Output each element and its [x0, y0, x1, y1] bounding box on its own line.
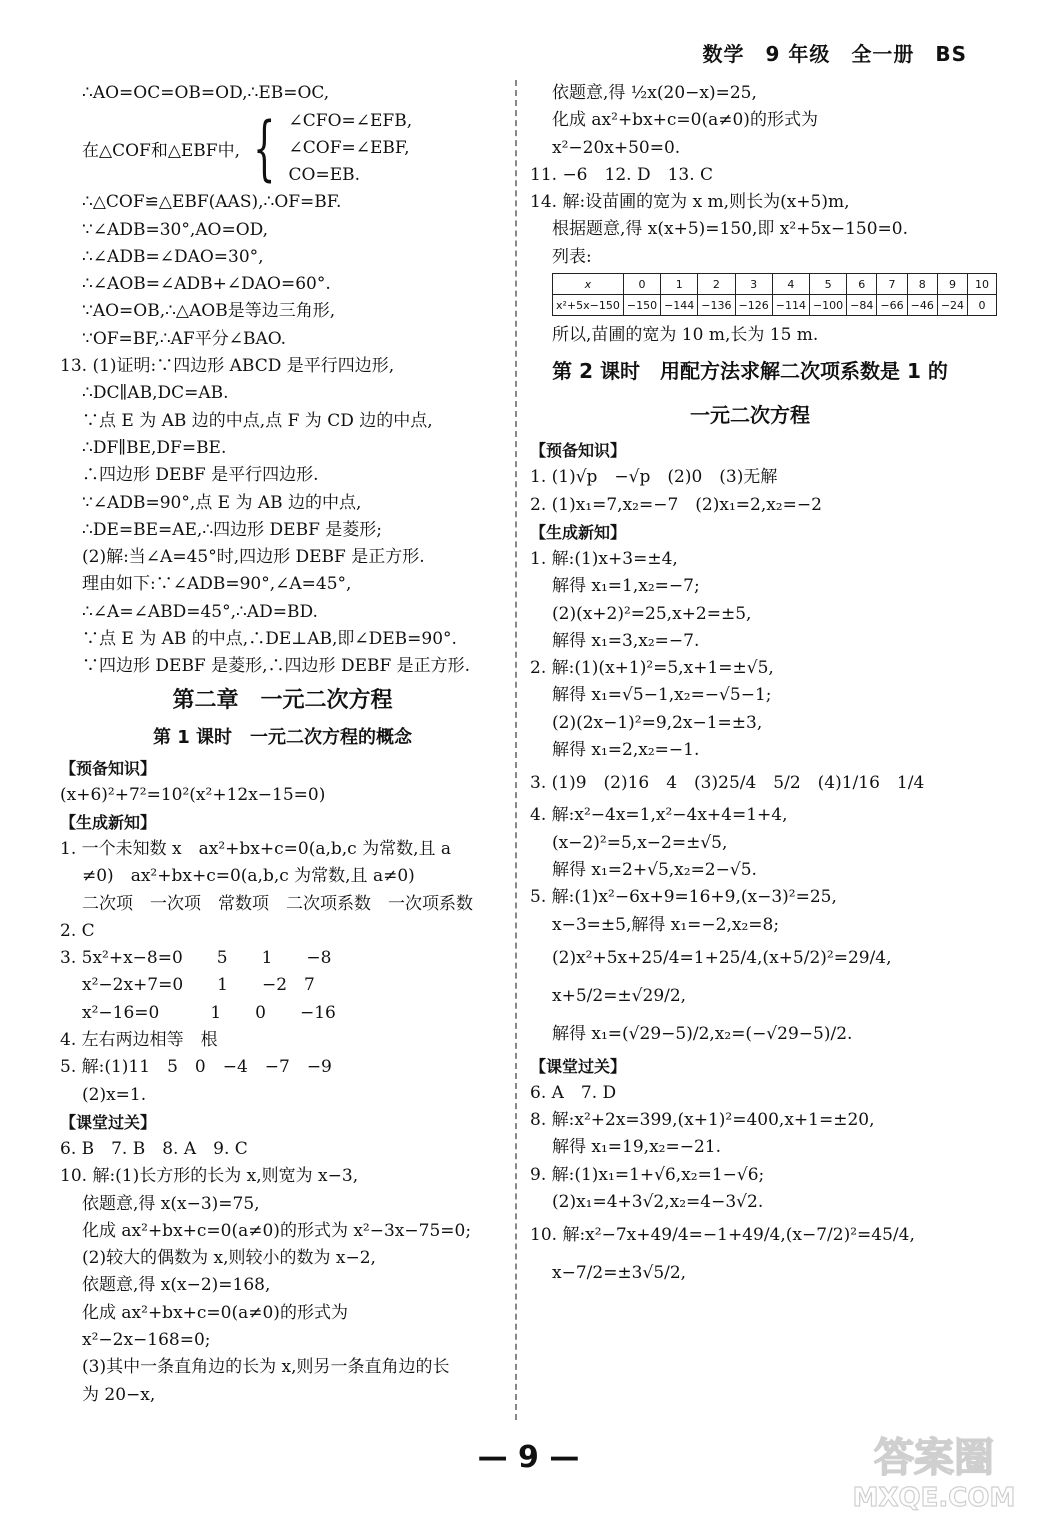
answer-line: 解得 x₁=2+√5,x₂=2−√5.	[552, 859, 757, 880]
section-heading-class: 【课堂过关】	[60, 1112, 157, 1132]
answer-line: 9. 解:(1)x₁=1+√6,x₂=1−√6;	[530, 1164, 765, 1185]
table-cell: −150	[623, 295, 660, 316]
answer-line: 10. 解:x²−7x+49/4=−1+49/4,(x−7/2)²=45/4,	[530, 1225, 915, 1246]
answer-line: 2. (1)x₁=7,x₂=−7 (2)x₁=2,x₂=−2	[530, 494, 822, 515]
answer-line: 3. (1)9 (2)16 4 (3)25/4 5/2 (4)1/16 1/4	[530, 773, 925, 794]
table-cell: 8	[907, 274, 937, 295]
table-cell: −24	[937, 295, 967, 316]
brace-line: ∠CFO=∠EFB,	[288, 110, 413, 131]
answer-line: 5. 解:(1)11 5 0 −4 −7 −9	[60, 1057, 332, 1078]
answer-line: x²−2x+7=0 1 −2 7	[82, 975, 315, 996]
answer-line: 解得 x₁=3,x₂=−7.	[552, 630, 700, 651]
answer-line: 8. 解:x²+2x=399,(x+1)²=400,x+1=±20,	[530, 1110, 875, 1131]
answer-line: (3)其中一条直角边的长为 x,则另一条直角边的长	[82, 1357, 450, 1378]
answer-line: 理由如下:∵∠ADB=90°,∠A=45°,	[82, 574, 352, 595]
answer-line: ∵∠ADB=90°,点 E 为 AB 边的中点,	[82, 492, 362, 513]
table-cell: 7	[877, 274, 907, 295]
answer-line: ∵AO=OB,∴△AOB是等边三角形,	[82, 301, 336, 322]
congruence-brace-block	[60, 107, 505, 189]
question-13-head: 13. (1)证明:∵四边形 ABCD 是平行四边形,	[60, 356, 395, 377]
answer-line: 化成 ax²+bx+c=0(a≠0)的形式为	[552, 110, 818, 131]
table-cell: 4	[772, 274, 809, 295]
answer-line: ∵四边形 DEBF 是菱形,∴四边形 DEBF 是正方形.	[82, 656, 471, 677]
answer-line: 1. (1)√p −√p (2)0 (3)无解	[530, 467, 778, 488]
watermark-logo	[842, 1426, 1027, 1516]
answer-line: 二次项 一次项 常数项 二次项系数 一次项系数	[82, 893, 473, 914]
section-heading-prep: 【预备知识】	[530, 441, 627, 461]
page-header: 数学 9 年级 全一册 BS	[702, 42, 967, 66]
answer-line: x+5/2=±√29/2,	[552, 985, 687, 1006]
table-cell: −66	[877, 295, 907, 316]
lesson-title-cont: 一元二次方程	[690, 403, 810, 428]
answer-line: 依题意,得 x(x−2)=168,	[82, 1275, 271, 1296]
answer-line: 化成 ax²+bx+c=0(a≠0)的形式为	[82, 1302, 348, 1323]
answer-line: ∴四边形 DEBF 是平行四边形.	[82, 465, 319, 486]
table-cell: 9	[937, 274, 967, 295]
answer-line: x²−16=0 1 0 −16	[82, 1002, 336, 1023]
answer-line: ∴DF∥BE,DF=BE.	[82, 437, 227, 458]
answer-line: 依题意,得 x(x−3)=75,	[82, 1193, 260, 1214]
table-cell: x²+5x−150	[553, 295, 624, 316]
answer-line: 解得 x₁=19,x₂=−21.	[552, 1137, 722, 1158]
answer-line: ∴△COF≌△EBF(AAS),∴OF=BF.	[82, 192, 342, 213]
answer-line: x²−20x+50=0.	[552, 137, 681, 158]
brace-prefix: 在△COF和△EBF中,	[82, 140, 240, 161]
answer-line: x−3=±5,解得 x₁=−2,x₂=8;	[552, 914, 780, 935]
answer-line: 10. 解:(1)长方形的长为 x,则宽为 x−3,	[60, 1166, 359, 1187]
table-cell: −136	[698, 295, 735, 316]
answer-line: ≠0) ax²+bx+c=0(a,b,c 为常数,且 a≠0)	[82, 866, 415, 887]
answer-line: (x−2)²=5,x−2=±√5,	[552, 832, 728, 853]
lesson-title: 第 2 课时 用配方法求解二次项系数是 1 的	[552, 359, 948, 384]
answer-line: 解得 x₁=(√29−5)/2,x₂=(−√29−5)/2.	[552, 1023, 853, 1044]
section-heading-prep: 【预备知识】	[60, 758, 157, 778]
table-cell: −126	[735, 295, 772, 316]
table-cell: x	[553, 274, 624, 295]
answer-line: 2. C	[60, 920, 95, 941]
brace-icon: {	[253, 107, 276, 190]
answer-line: 根据题意,得 x(x+5)=150,即 x²+5x−150=0.	[552, 219, 909, 240]
answer-line: 所以,苗圃的宽为 10 m,长为 15 m.	[552, 325, 819, 346]
answer-line: 14. 解:设苗圃的宽为 x m,则长为(x+5)m,	[530, 192, 850, 213]
table-cell: −144	[661, 295, 698, 316]
watermark-line1: 答案圈	[874, 1435, 994, 1481]
value-table	[552, 273, 997, 316]
answer-line: ∵点 E 为 AB 边的中点,点 F 为 CD 边的中点,	[82, 410, 433, 431]
answer-line: (2)解:当∠A=45°时,四边形 DEBF 是正方形.	[82, 547, 425, 568]
answer-line: 解得 x₁=√5−1,x₂=−√5−1;	[552, 685, 772, 706]
answer-line: 依题意,得 ½x(20−x)=25,	[552, 83, 757, 103]
answer-line: ∴∠AOB=∠ADB+∠DAO=60°.	[82, 274, 331, 295]
answer-line: ∴AO=OC=OB=OD,∴EB=OC,	[82, 83, 330, 103]
table-cell: 3	[735, 274, 772, 295]
section-heading-class: 【课堂过关】	[530, 1056, 627, 1076]
page-number: — 9 —	[477, 1440, 580, 1475]
answer-line: 4. 解:x²−4x=1,x²−4x+4=1+4,	[530, 805, 788, 826]
table-cell: 0	[968, 295, 997, 316]
answer-line: 5. 解:(1)x²−6x+9=16+9,(x−3)²=25,	[530, 887, 837, 908]
answer-line: ∵OF=BF,∴AF平分∠BAO.	[82, 328, 287, 349]
answer-line: 11. −6 12. D 13. C	[530, 164, 714, 185]
table-cell: −84	[847, 295, 877, 316]
answer-line: ∴∠A=∠ABD=45°,∴AD=BD.	[82, 601, 318, 622]
answer-line: ∵点 E 为 AB 的中点,∴DE⊥AB,即∠DEB=90°.	[82, 629, 457, 650]
table-cell: −114	[772, 295, 809, 316]
answer-line: ∴DC∥AB,DC=AB.	[82, 383, 229, 404]
answer-line: 列表:	[552, 246, 592, 267]
lesson-title: 第 1 课时 一元二次方程的概念	[152, 726, 413, 748]
answer-line: ∵∠ADB=30°,AO=OD,	[82, 219, 269, 240]
answer-line: 1. 一个未知数 x ax²+bx+c=0(a,b,c 为常数,且 a	[60, 838, 452, 859]
table-row	[553, 274, 997, 295]
answer-line: 2. 解:(1)(x+1)²=5,x+1=±√5,	[530, 658, 774, 679]
answer-line: 3. 5x²+x−8=0 5 1 −8	[60, 948, 332, 969]
section-heading-new: 【生成新知】	[530, 522, 627, 542]
answer-line: 4. 左右两边相等 根	[60, 1030, 218, 1051]
answer-line: ∴∠ADB=∠DAO=30°,	[82, 246, 264, 267]
chapter-title: 第二章 一元二次方程	[172, 687, 393, 713]
brace-line: CO=EB.	[288, 164, 361, 185]
brace-line: ∠COF=∠EBF,	[288, 137, 410, 158]
answer-line: 6. B 7. B 8. A 9. C	[60, 1138, 248, 1159]
left-column	[60, 80, 505, 1409]
answer-line: 解得 x₁=1,x₂=−7;	[552, 576, 700, 597]
answer-line: (x+6)²+7²=10²(x²+12x−15=0)	[60, 784, 326, 805]
table-row	[553, 295, 997, 316]
answer-line: x−7/2=±3√5/2,	[552, 1263, 687, 1284]
answer-line: 为 20−x,	[82, 1384, 156, 1405]
answer-line: (2)x=1.	[82, 1084, 147, 1105]
table-cell: 0	[623, 274, 660, 295]
answer-line: x²−2x−168=0;	[82, 1329, 211, 1350]
right-column	[530, 80, 990, 1292]
brace-lines	[289, 108, 413, 189]
section-heading-new: 【生成新知】	[60, 812, 157, 832]
answer-line: 化成 ax²+bx+c=0(a≠0)的形式为 x²−3x−75=0;	[82, 1220, 472, 1241]
table-cell: 5	[809, 274, 846, 295]
answer-line: 6. A 7. D	[530, 1082, 617, 1103]
table-cell: −100	[809, 295, 846, 316]
answer-line: (2)x₁=4+3√2,x₂=4−3√2.	[552, 1192, 764, 1213]
table-cell: 10	[968, 274, 997, 295]
answer-line: (2)(x+2)²=25,x+2=±5,	[552, 603, 752, 624]
answer-line: (2)x²+5x+25/4=1+25/4,(x+5/2)²=29/4,	[552, 947, 892, 968]
answer-line: ∴DE=BE=AE,∴四边形 DEBF 是菱形;	[82, 519, 383, 540]
column-divider	[515, 80, 517, 1420]
table-cell: −46	[907, 295, 937, 316]
table-cell: 1	[661, 274, 698, 295]
answer-line: (2)较大的偶数为 x,则较小的数为 x−2,	[82, 1248, 376, 1269]
table-cell: 2	[698, 274, 735, 295]
answer-line: 解得 x₁=2,x₂=−1.	[552, 740, 700, 761]
answer-line: 1. 解:(1)x+3=±4,	[530, 548, 678, 569]
answer-line: (2)(2x−1)²=9,2x−1=±3,	[552, 712, 763, 733]
watermark-line2: MXQE.COM	[852, 1483, 1016, 1513]
table-cell: 6	[847, 274, 877, 295]
